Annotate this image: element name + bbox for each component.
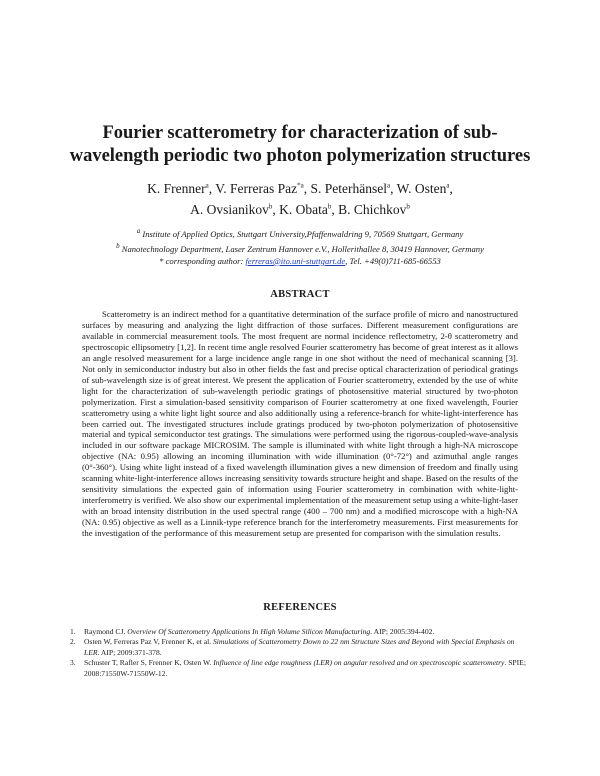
- author: W. Osten$^a$,: [396, 180, 453, 196]
- author: S. Peterhänsel$^a$,: [310, 180, 397, 196]
- author: V. Ferreras Paz$^{*a}$,: [215, 180, 311, 196]
- abstract-heading: ABSTRACT: [270, 289, 330, 300]
- reference-list: [70, 627, 530, 679]
- reference-item: 3. Schuster T, Rafler S, Frenner K, Osten W. Influence of line edge roughness (LER) on angular resolved and on spectroscopic scatterometry. SPIE; 2008:71550W-71550W-12.: [70, 658, 526, 678]
- author: K. Frenner$^a$,: [147, 180, 216, 196]
- author: K. Obata$^b$,: [279, 202, 339, 217]
- paper-title: Fourier scatterometry for characterization of sub-wavelength periodic two photon polymerization structures: [69, 123, 531, 166]
- affiliations: [40, 225, 560, 267]
- references-heading: REFERENCES: [263, 602, 337, 613]
- author: A. Ovsianikov$^b$,: [190, 202, 280, 217]
- author-list: [50, 176, 550, 219]
- author-line-1: [50, 176, 550, 198]
- affiliation-b: $^b$ Nanotechnology Department, Laser Zentrum Hannover e.V., Hollerithallee 8, 30419 Hannover, Germany: [116, 241, 484, 254]
- email-link[interactable]: ferreras@ito.uni-stuttgart.de: [245, 255, 346, 266]
- author-line-2: [50, 198, 550, 220]
- corresponding-author: * corresponding author: ferreras@ito.uni-stuttgart.de, Tel. +49(0)711-685-66553: [159, 255, 441, 266]
- author: B. Chichkov$^b$: [338, 202, 410, 217]
- affiliation-a: $^a$ Institute of Applied Optics, Stuttgart University,Pfaffenwaldring 9, 70569 Stuttgart, Germany: [136, 227, 464, 239]
- reference-item: 1. Raymond CJ. Overview Of Scatterometry Applications In High Volume Silicon Manufacturing. AIP; 2005:394-402.: [70, 627, 435, 636]
- reference-item: 2. Osten W, Ferreras Paz V, Frenner K, et al. Simulations of Scatterometry Down to 22 nm Structure Sizes and Beyond with Special Emphasis on LER. AIP; 2009:371-378.: [70, 637, 515, 657]
- abstract-text: Scatterometry is an indirect method for a quantitative determination of the surface profile of micro and nanostructured surfaces by measuring and analyzing the light diffraction of those surfaces. Different measurement configurations are available in commercial measurement tools. The most frequent are normal incidence reflectometry, 2-θ scatterometry and spectroscopic ellipsometry [1,2]. In recent time angle resolved Fourier scatterometry has become of great interest as it allows an angle resolved measurement for a large incidence angle range in one shot without the need of mechanical scanning [3]. Not only in semiconductor industry but also in other fields the fast and precise optical characterization of periodical gratings of sub-wavelength size is of great interest. We present the application of Fourier scatterometry, extended by the use of white light for the characterization of sub-wavelength periodic gratings of photosensitive material structured by two-photon polymerization. First a simulation-based sensitivity comparison of Fourier scatterometry at one fixed wavelength, Fourier scatterometry using a white light light source and also additionally using a reference-branch for white-light-interference has been carried out. The investigated structures include gratings produced by two-photon polymerization of photosensitive material and typical semiconductor test gratings. The simulations were performed using the rigorous-coupled-wave-analysis included in our software package MICROSIM. The sample is illuminated with white light through a high-NA microscope objective (NA: 0.95) allowing an incoming illumination with wide illumination (0°-72°) and azimuthal angle ranges (0°-360°). Using white light instead of a fixed wavelength illumination gives a new dimension of freedom and finally using scanning white-light-interference allows increasing sensitivity towards structure height and shape. Based on the results of the sensitivity simulations the expected gain of information using Fourier scatterometry in combination with white-light-interferometry is verified. We also show our experimental implementation of the measurement setup using a white-light-laser with an broad intensity distribution in the used spectral range (400 – 700 nm) and a modified microscope with a high-NA (NA: 0.95) objective as well as a Linnik-type reference branch for the interferometry measurements. First measurements for the investigation of the performance of this measurement setup are presented for comparison with the simulation results.: [82, 309, 518, 539]
